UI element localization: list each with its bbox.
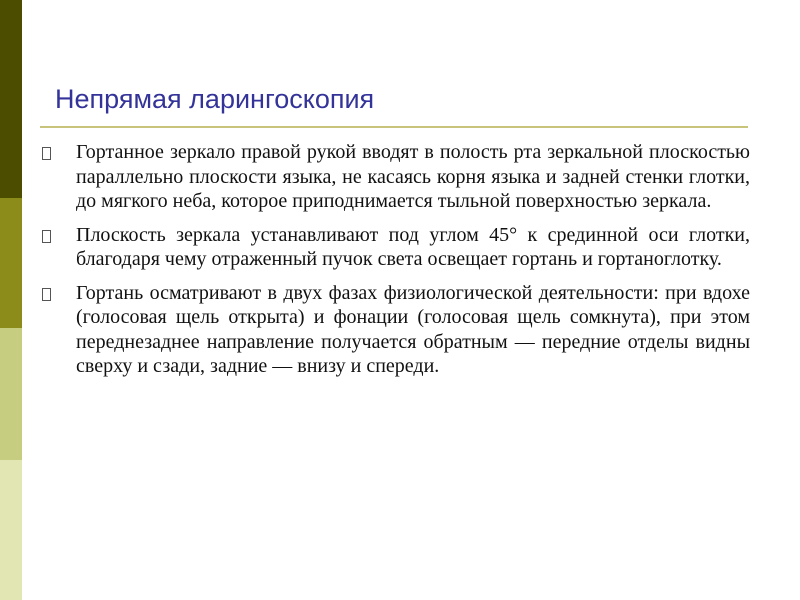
bullet-item bbox=[40, 140, 750, 214]
sidebar-segment bbox=[0, 198, 22, 328]
bullet-item bbox=[40, 281, 750, 379]
slide-title: Непрямая ларингоскопия bbox=[55, 84, 375, 114]
bullet-item bbox=[40, 223, 750, 272]
bullet-list bbox=[40, 140, 750, 388]
bullet-text: Гортанное зеркало правой рукой вводят в полость рта зеркальной плоскостью параллельно плоскости языка, не касаясь корня языка и задней стенки глотки, до мягкого неба, которое приподнимается тыльной поверхностью зеркала. bbox=[76, 141, 750, 212]
bullet-marker-icon bbox=[42, 147, 51, 160]
sidebar-segment bbox=[0, 328, 22, 460]
bullet-marker-icon bbox=[42, 230, 51, 243]
title-divider bbox=[40, 126, 748, 128]
sidebar-segment bbox=[0, 0, 22, 198]
bullet-text: Гортань осматривают в двух фазах физиологической деятельности: при вдохе (голосовая щель открыта) и фонации (голосовая щель сомкнута), при этом переднезаднее направление получается обратным — передние отделы видны сверху и сзади, задние — внизу и спереди. bbox=[76, 281, 750, 377]
sidebar-segment bbox=[0, 460, 22, 600]
bullet-marker-icon bbox=[42, 288, 51, 301]
bullet-text: Плоскость зеркала устанавливают под углом 45° к срединной оси глотки, благодаря чему отраженный пучок света освещает гортань и гортаноглотку. bbox=[76, 223, 750, 270]
sidebar-decoration bbox=[0, 0, 22, 600]
